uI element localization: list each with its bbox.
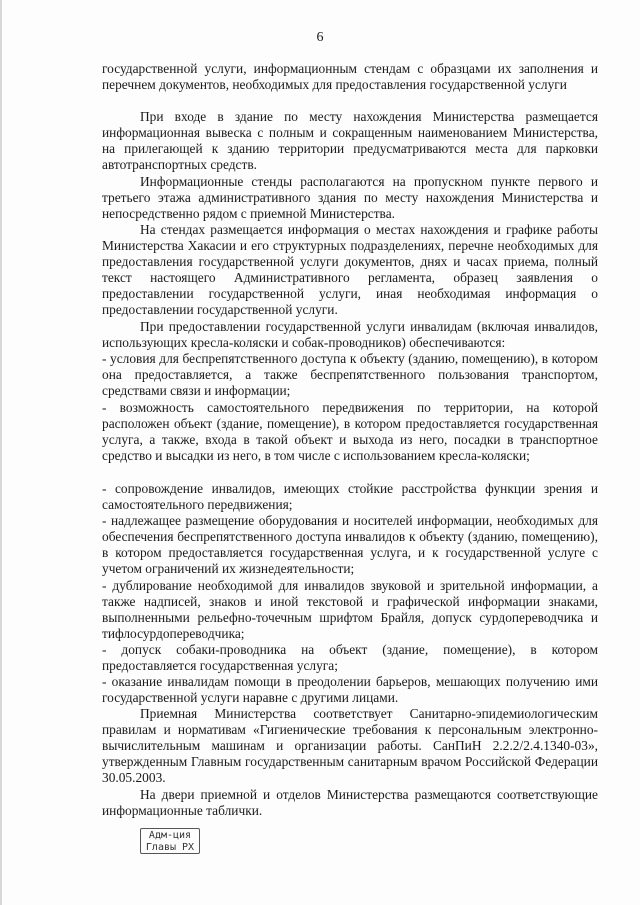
- page-number: 6: [316, 30, 324, 45]
- administration-stamp: [140, 828, 200, 854]
- paragraph-4: При предоставлении государственной услуги инвалидам (включая инвалидов, использующих кресла-коляски и собак-проводников) обеспечиваются:: [102, 319, 598, 351]
- paragraph-11: - оказание инвалидам помощи в преодолении барьеров, мешающих получению ими государственной услуги наравне с другими лицами.: [102, 674, 598, 706]
- paragraph-2: Информационные стенды располагаются на пропускном пункте первого и третьего этажа административного здания по месту нахождения Министерства и непосредственно рядом с приемной Министерства.: [102, 174, 598, 222]
- paragraph-5: - условия для беспрепятственного доступа к объекту (зданию, помещению), в котором она предоставляется, а также беспрепятственного пользования транспортом, средствами связи и информации;: [102, 351, 598, 399]
- paragraph-13: На двери приемной и отделов Министерства размещаются соответствующие информационные таблички.: [102, 787, 598, 819]
- paragraph-3: На стендах размещается информация о местах нахождения и графике работы Министерства Хакасии и его структурных подразделениях, перечне необходимых для предоставления государственной услуги документов, днях и часах приема, полный текст настоящего Административного регламента, образец заявления о предоставлении государственной услуги, иная необходимая информация о предоставлении государственной услуги.: [102, 222, 598, 318]
- paragraph-9: - дублирование необходимой для инвалидов звуковой и зрительной информации, а также надписей, знаков и иной текстовой и графической информации знаками, выполненными рельефно-точечным шрифтом Брайля, допуск сурдопереводчика и тифлосурдопереводчика;: [102, 578, 598, 642]
- stamp-line-2: Главы РХ: [145, 842, 195, 853]
- paragraph-10: - допуск собаки-проводника на объект (здание, помещение), в котором предоставляется государственная услуга;: [102, 642, 598, 674]
- paragraph-8: - надлежащее размещение оборудования и носителей информации, необходимых для обеспечения беспрепятственного доступа инвалидов к объекту (зданию, помещению), в котором предоставляется государственная услуга, и к государственной услуге с учетом ограничений их жизнедеятельности;: [102, 513, 598, 577]
- paragraph-7: - сопровождение инвалидов, имеющих стойкие расстройства функции зрения и самостоятельного передвижения;: [102, 481, 598, 513]
- paragraph-12: Приемная Министерства соответствует Санитарно-эпидемиологическим правилам и нормативам «Гигиенические требования к персональным электронно-вычислительным машинам и организации работы. СанПиН 2.2.2/2.4.1340-03», утвержденным Главным государственным санитарным врачом Российской Федерации 30.05.2003.: [102, 706, 598, 786]
- stamp-line-1: Адм-ция: [148, 830, 192, 841]
- scan-edge: [0, 0, 2, 905]
- paragraph-1: При входе в здание по месту нахождения Министерства размещается информационная вывеска с полным и сокращенным наименованием Министерства, на прилегающей к зданию территории предусматриваются места для парковки автотранспортных средств.: [102, 109, 598, 173]
- paragraph-0: государственной услуги, информационным стендам с образцами их заполнения и перечнем документов, необходимых для предоставления государственной услуги: [102, 61, 598, 93]
- paragraph-6: - возможность самостоятельного передвижения по территории, на которой расположен объект (здание, помещение), в котором предоставляется государственная услуга, а также, входа в такой объект и выхода из него, посадки в транспортное средство и высадки из него, в том числе с использованием кресла-коляски;: [102, 400, 598, 464]
